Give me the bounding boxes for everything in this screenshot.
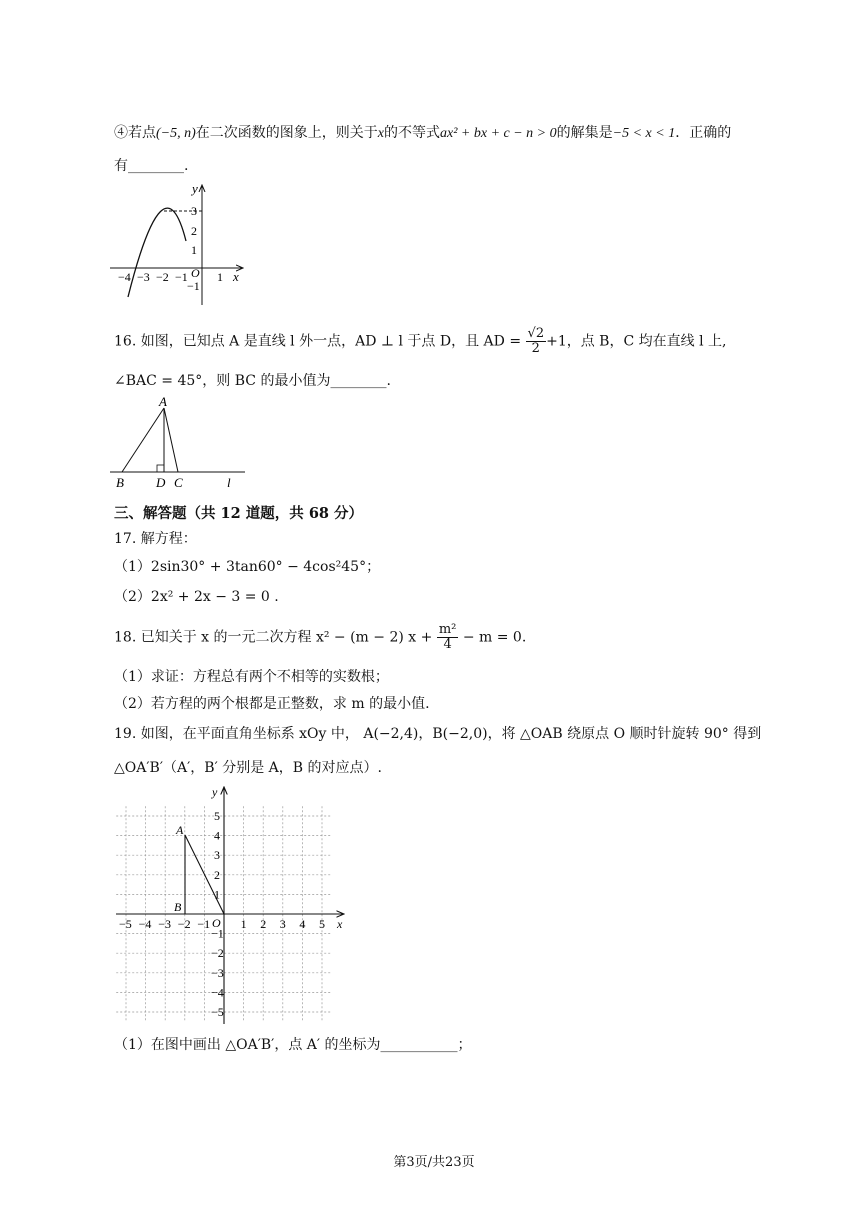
y-tick-label: −5	[211, 1005, 224, 1019]
y-axis-label: y	[212, 785, 218, 799]
label-D: D	[156, 475, 166, 490]
q16-fraction	[526, 327, 547, 356]
q16-line2: ∠BAC = 45°，则 BC 的最小值为________.	[114, 373, 391, 389]
x-tick-label: −2	[177, 917, 191, 931]
x-axis-label: x	[337, 917, 343, 931]
y-tick-label: −4	[211, 985, 224, 1000]
q15-point: (−5, n)	[156, 126, 196, 141]
label-l: l	[227, 475, 231, 490]
q19-line1: 19. 如图，在平面直角坐标系 xOy 中， A(−2,4)，B(−2,0)，将 △OAB 绕原点 O 顺时针旋转 90° 得到	[114, 726, 762, 742]
q15-text-e: ．正确的	[675, 125, 732, 141]
x-tick-label: 2	[260, 917, 267, 931]
y-tick-label: −2	[211, 946, 224, 961]
x-tick-neg2: −2	[156, 270, 169, 284]
origin-label: O	[191, 266, 200, 280]
q18-part2: （2）若方程的两个根都是正整数，求 m 的最小值.	[114, 696, 430, 712]
label-B: B	[116, 475, 124, 490]
page-footer: 第3页/共23页	[393, 1155, 475, 1170]
x-tick-label: −1	[197, 917, 211, 931]
q15-solution: −5 < x < 1	[612, 126, 676, 141]
q16-frac-den: 2	[531, 341, 540, 356]
segment-AC	[164, 408, 178, 472]
parabola-graph	[105, 180, 255, 310]
y-tick-neg1: −1	[187, 279, 200, 293]
x-tick-label: 5	[319, 917, 325, 931]
x-tick-neg4: −4	[118, 270, 131, 284]
q18-part1: （1）求证：方程总有两个不相等的实数根；	[114, 669, 389, 685]
q17-title: 17. 解方程：	[114, 531, 197, 547]
y-tick-label: 2	[214, 867, 220, 882]
q18-fraction	[437, 623, 459, 652]
point-B-label: B	[174, 900, 182, 914]
q17-part1: （1）2sin30° + 3tan60° − 4cos²45°；	[114, 559, 381, 575]
q15-line2: 有________.	[114, 158, 189, 174]
y-tick-3: 3	[191, 204, 197, 218]
q15-inequality: ax² + bx + c − n > 0	[440, 126, 557, 141]
q15-var-x: x	[377, 126, 384, 141]
x-tick-label: −4	[138, 917, 152, 931]
x-tick-label: 3	[279, 917, 286, 931]
q15-text-d: 的解集是	[556, 125, 613, 141]
x-tick-label: 4	[299, 917, 306, 931]
y-tick-1: 1	[191, 243, 197, 257]
section-title: 三、解答题（共 12 道题，共 68 分）	[114, 505, 364, 522]
label-C: C	[174, 475, 183, 490]
q16-frac-num: √2	[527, 326, 545, 341]
q16-text-a: 16. 如图，已知点 A 是直线 l 外一点，AD ⊥ l 于点 D，且 AD =	[114, 333, 522, 350]
y-tick-2: 2	[191, 224, 197, 238]
y-tick-label: −3	[211, 965, 224, 980]
x-tick-neg1: −1	[175, 270, 188, 284]
q15-text-a: ④若点	[114, 125, 156, 141]
coordinate-grid	[112, 782, 352, 1027]
q18-line1	[114, 623, 526, 652]
x-tick-1: 1	[217, 270, 223, 284]
x-tick-neg3: −3	[137, 270, 150, 284]
q18-frac-num: m²	[438, 622, 457, 637]
q15-text-c: 的不等式	[384, 125, 440, 141]
point-A-label: A	[176, 823, 184, 837]
q15-text-b: 在二次函数的图象上，则关于	[195, 125, 378, 141]
q18-text-a: 18. 已知关于 x 的一元二次方程 x² − (m − 2) x +	[114, 629, 433, 646]
q19-line2: △OA′B′（A′，B′ 分别是 A，B 的对应点）.	[114, 760, 382, 776]
x-tick-label: −3	[158, 917, 171, 931]
y-tick-label: 3	[214, 848, 220, 863]
q18-text-b: − m = 0.	[462, 629, 527, 646]
label-A: A	[159, 394, 167, 409]
right-angle-mark	[157, 465, 164, 472]
triangle-figure	[105, 393, 255, 493]
q18-frac-den: 4	[443, 637, 452, 652]
y-tick-label: 4	[214, 828, 220, 843]
origin-label: O	[212, 916, 221, 930]
q16-line1	[114, 327, 726, 356]
q17-part2: （2）2x² + 2x − 3 = 0 .	[114, 589, 279, 605]
y-axis-label: y	[192, 181, 198, 196]
y-tick-label: 5	[214, 809, 220, 823]
q15-line1	[114, 122, 731, 142]
q19-part1: （1）在图中画出 △OA′B′，点 A′ 的坐标为___________；	[114, 1037, 472, 1053]
x-tick-label: 1	[240, 917, 247, 931]
y-tick-label: −1	[211, 926, 224, 941]
x-tick-label: −5	[119, 917, 132, 931]
y-tick-label: 1	[214, 887, 220, 902]
segment-AB	[122, 408, 164, 472]
q16-text-b: +1，点 B，C 均在直线 l 上,	[546, 333, 727, 350]
x-axis-label: x	[233, 269, 239, 284]
